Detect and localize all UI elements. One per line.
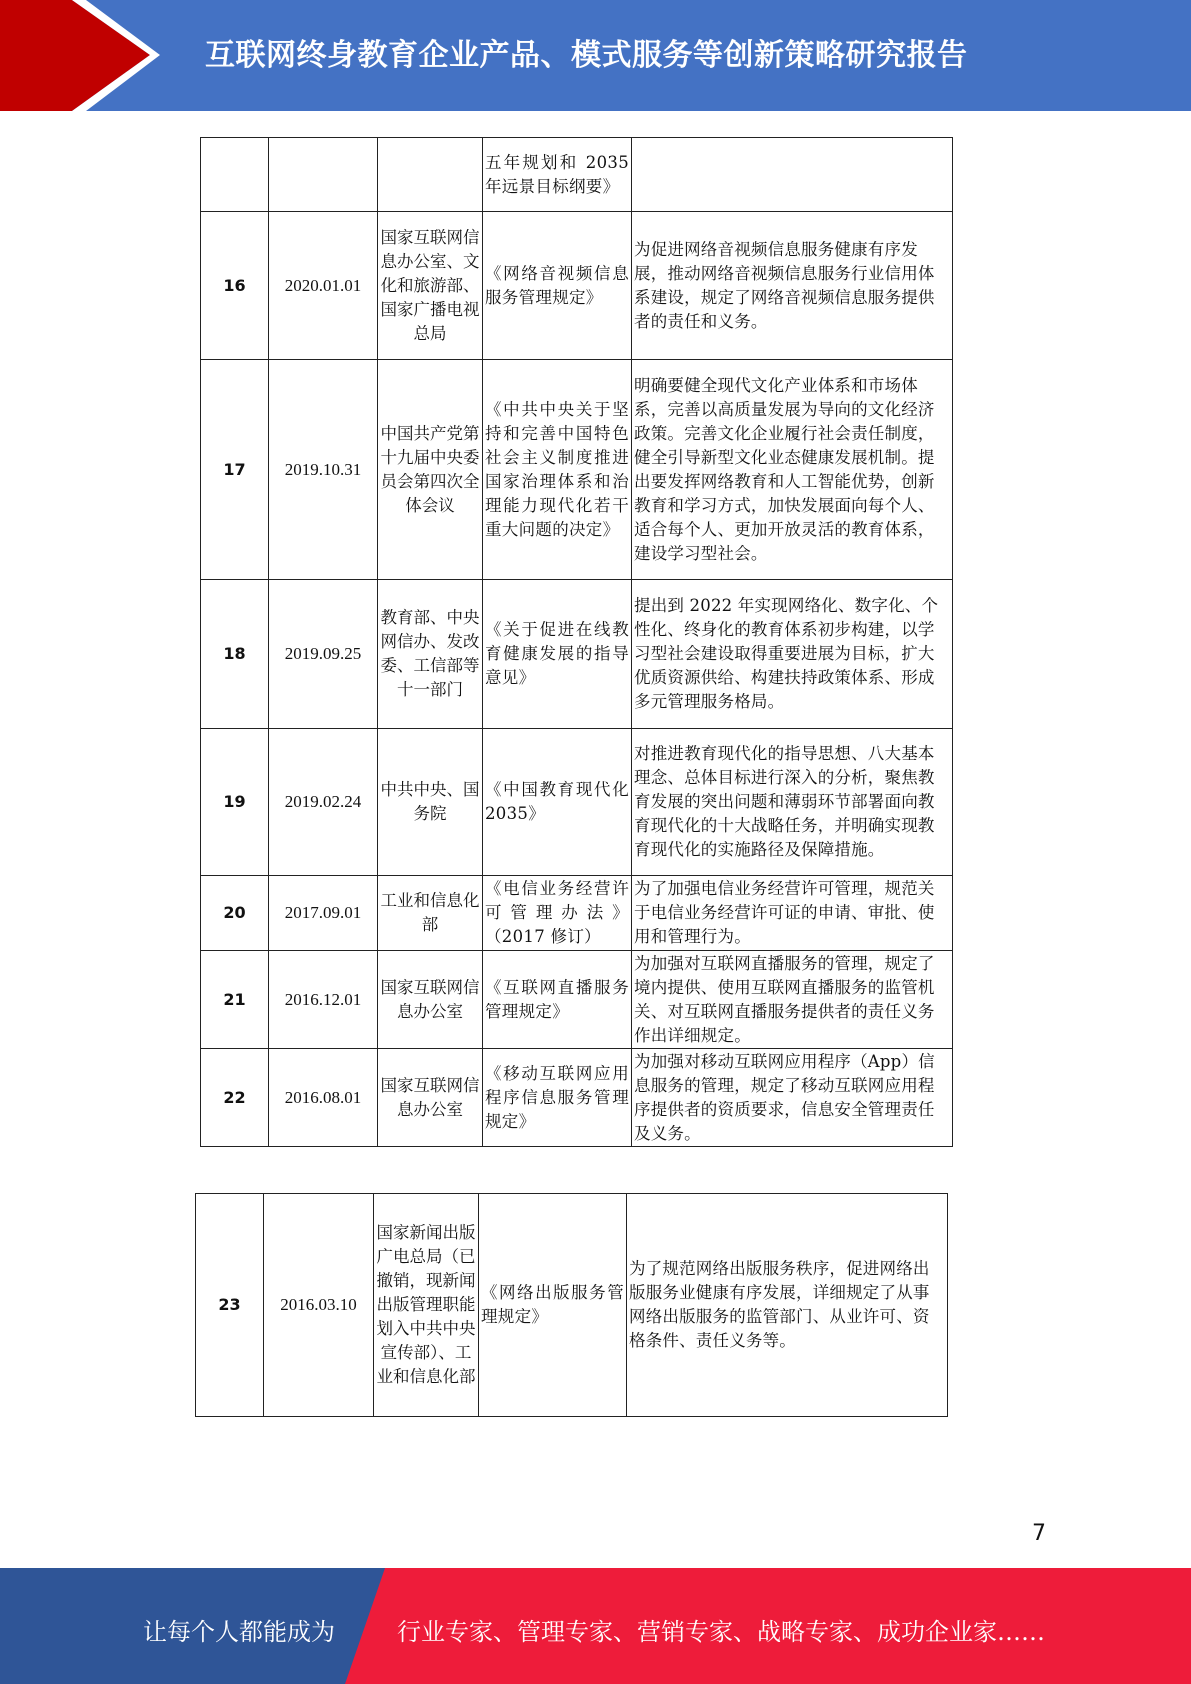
row-document: 《中国教育现代化 2035》 [483,729,632,876]
row-date: 2016.12.01 [269,951,378,1049]
row-issuer: 中共中央、国务院 [378,729,483,876]
row-number: 16 [201,212,269,360]
regulation-table [200,137,953,1147]
row-issuer: 中国共产党第十九届中央委员会第四次全体会议 [378,360,483,580]
row-document: 《移动互联网应用程序信息服务管理规定》 [483,1049,632,1147]
row-date: 2019.09.25 [269,580,378,729]
table-row [196,1194,948,1417]
report-title: 互联网终身教育企业产品、模式服务等创新策略研究报告 [205,38,968,73]
row-issuer: 国家互联网信息办公室 [378,1049,483,1147]
row-issuer: 国家新闻出版广电总局（已撤销，现新闻出版管理职能划入中共中央宣传部）、工业和信息化部 [374,1194,479,1417]
page-header [0,0,1191,111]
footer-slogan-left: 让每个人都能成为 [143,1618,335,1646]
row-date: 2016.08.01 [269,1049,378,1147]
row-document: 《网络音视频信息服务管理规定》 [483,212,632,360]
footer-slogan-right: 行业专家、管理专家、营销专家、战略专家、成功企业家…… [397,1618,1045,1646]
table-row [201,1049,953,1147]
row-description: 为了加强电信业务经营许可管理，规范关于电信业务经营许可证的申请、审批、使用和管理行为。 [632,876,953,951]
row-number: 21 [201,951,269,1049]
row-document: 《中共中央关于坚持和完善中国特色社会主义制度推进国家治理体系和治理能力现代化若干重大问题的决定》 [483,360,632,580]
table-row [201,360,953,580]
row-issuer: 教育部、中央网信办、发改委、工信部等十一部门 [378,580,483,729]
row-date: 2019.02.24 [269,729,378,876]
row-description: 为加强对互联网直播服务的管理，规定了境内提供、使用互联网直播服务的监管机关、对互联网直播服务提供者的责任义务作出详细规定。 [632,951,953,1049]
row-number: 23 [196,1194,264,1417]
row-date: 2017.09.01 [269,876,378,951]
row-description: 为促进网络音视频信息服务健康有序发展，推动网络音视频信息服务行业信用体系建设，规定了网络音视频信息服务提供者的责任和义务。 [632,212,953,360]
row-number: 17 [201,360,269,580]
table-row [201,138,953,212]
row-number: 22 [201,1049,269,1147]
row-document: 《网络出版服务管理规定》 [479,1194,627,1417]
row-description: 明确要健全现代文化产业体系和市场体系，完善以高质量发展为导向的文化经济政策。完善文化企业履行社会责任制度，健全引导新型文化业态健康发展机制。提出要发挥网络教育和人工智能优势，创新教育和学习方式，加快发展面向每个人、适合每个人、更加开放灵活的教育体系，建设学习型社会。 [632,360,953,580]
table-row [201,951,953,1049]
page-number: 7 [1032,1521,1046,1546]
table-row [201,212,953,360]
row-number: 19 [201,729,269,876]
row-issuer: 国家互联网信息办公室、文化和旅游部、国家广播电视总局 [378,212,483,360]
regulation-table-continued [195,1193,948,1417]
row-date [269,138,378,212]
table-row [201,729,953,876]
row-document: 《电信业务经营许可管理办法》（2017 修订） [483,876,632,951]
row-description [632,138,953,212]
row-number: 20 [201,876,269,951]
row-date: 2019.10.31 [269,360,378,580]
row-date: 2020.01.01 [269,212,378,360]
row-issuer [378,138,483,212]
row-description: 为加强对移动互联网应用程序（App）信息服务的管理，规定了移动互联网应用程序提供者的资质要求，信息安全管理责任及义务。 [632,1049,953,1147]
row-number: 18 [201,580,269,729]
row-description: 对推进教育现代化的指导思想、八大基本理念、总体目标进行深入的分析，聚焦教育发展的突出问题和薄弱环节部署面向教育现代化的十大战略任务，并明确实现教育现代化的实施路径及保障措施。 [632,729,953,876]
row-issuer: 工业和信息化部 [378,876,483,951]
header-red-chevron [0,0,150,111]
row-number [201,138,269,212]
row-description: 为了规范网络出版服务秩序，促进网络出版服务业健康有序发展，详细规定了从事网络出版服务的监管部门、从业许可、资格条件、责任义务等。 [627,1194,948,1417]
row-description: 提出到 2022 年实现网络化、数字化、个性化、终身化的教育体系初步构建，以学习型社会建设取得重要进展为目标，扩大优质资源供给、构建扶持政策体系、形成多元管理服务格局。 [632,580,953,729]
row-issuer: 国家互联网信息办公室 [378,951,483,1049]
row-document: 《关于促进在线教育健康发展的指导意见》 [483,580,632,729]
table-row [201,580,953,729]
row-document: 《互联网直播服务管理规定》 [483,951,632,1049]
table-row [201,876,953,951]
page-footer [0,1568,1191,1684]
row-date: 2016.03.10 [264,1194,374,1417]
row-document: 五年规划和 2035 年远景目标纲要》 [483,138,632,212]
